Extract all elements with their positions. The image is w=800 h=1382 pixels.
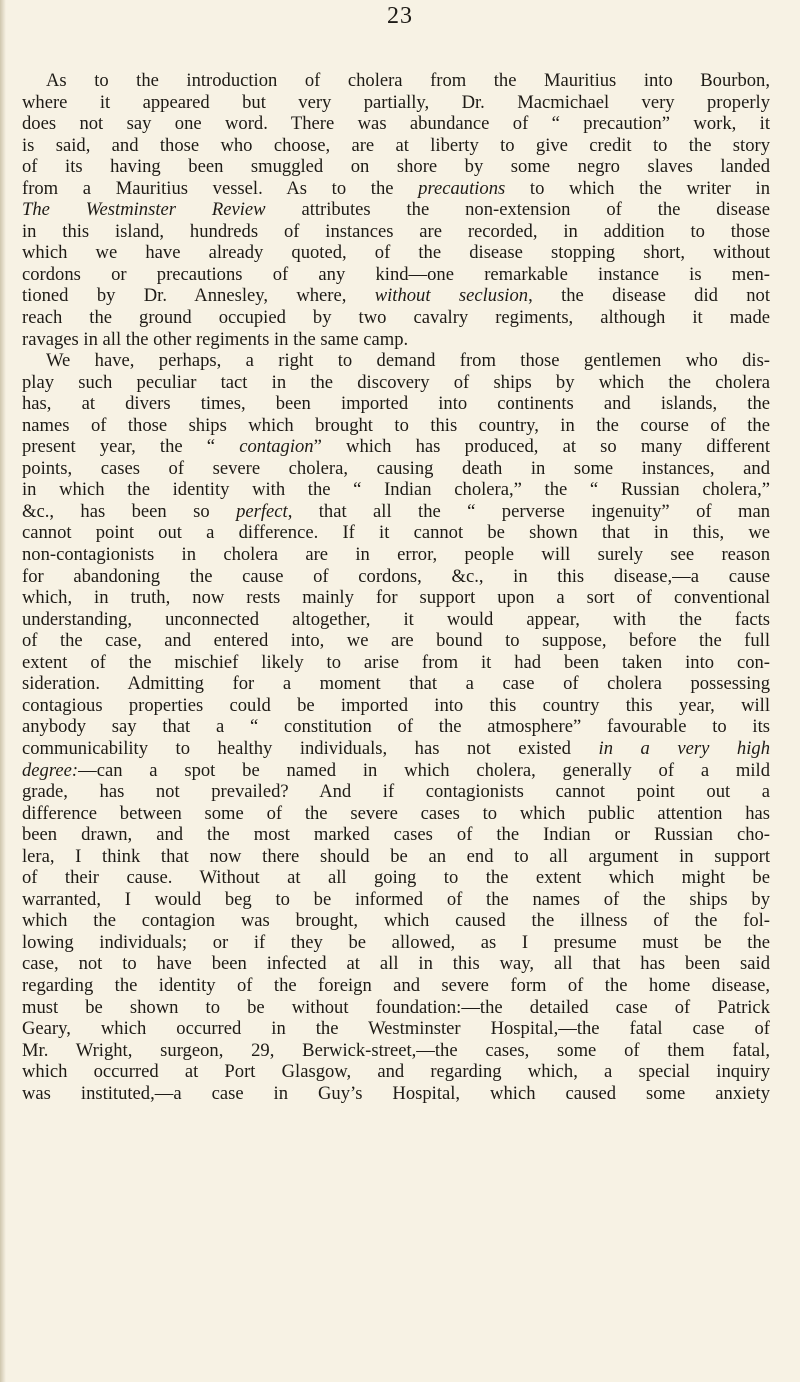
text-line: which we have already quoted, of the disease stopping short, without: [22, 242, 770, 264]
text-line: present year, the “ contagion” which has produced, at so many different: [22, 436, 771, 458]
text-line: reach the ground occupied by two cavalry regiments, although it made: [22, 307, 770, 329]
text-line: The Westminster Review attributes the non-extension of the disease: [22, 199, 770, 221]
text-line: which, in truth, now rests mainly for support upon a sort of conventional: [22, 587, 770, 609]
text-line: degree:—can a spot be named in which cholera, generally of a mild: [22, 759, 770, 781]
text-line: regarding the identity of the foreign and severe form of the home disease,: [22, 974, 770, 996]
text-line: extent of the mischief likely to arise from it had been taken into con-: [22, 651, 770, 673]
text-line: lera, I think that now there should be an end to all argument in support: [22, 845, 770, 867]
text-line: which the contagion was brought, which caused the illness of the fol-: [22, 910, 770, 932]
text-line: cordons or precautions of any kind—one remarkable instance is men-: [22, 263, 770, 285]
text-line: communicability to healthy individuals, has not existed in a very high: [22, 737, 770, 759]
text-line: cannot point out a difference. If it cannot be shown that in this, we: [22, 522, 770, 544]
text-line: contagious properties could be imported into this country this year, will: [22, 694, 770, 716]
text-line: non-contagionists in cholera are in error, people will surely see reason: [22, 544, 770, 566]
text-line: Mr. Wright, surgeon, 29, Berwick-street,—the cases, some of them fatal,: [22, 1039, 770, 1061]
text-line: points, cases of severe cholera, causing death in some instances, and: [22, 457, 770, 479]
text-line: does not say one word. There was abundance of “ precaution” work, it: [22, 113, 770, 135]
text-line: understanding, unconnected altogether, it would appear, with the facts: [22, 608, 770, 630]
text-line: We have, perhaps, a right to demand from those gentlemen who dis-: [46, 350, 770, 372]
text-line: must be shown to be without foundation:—the detailed case of Patrick: [22, 996, 770, 1018]
text-line: tioned by Dr. Annesley, where, without seclusion, the disease did not: [22, 285, 771, 307]
text-line: warranted, I would beg to be informed of the names of the ships by: [22, 888, 770, 910]
text-line: where it appeared but very partially, Dr. Macmichael very properly: [22, 91, 770, 113]
page-edge-shadow: [0, 0, 6, 1382]
text-line: grade, has not prevailed? And if contagionists cannot point out a: [22, 781, 770, 803]
text-line: Geary, which occurred in the Westminster Hospital,—the fatal case of: [22, 1018, 770, 1040]
text-line: ravages in all the other regiments in the same camp.: [22, 328, 409, 350]
text-line: names of those ships which brought to this country, in the course of the: [22, 414, 770, 436]
text-line: is said, and those who choose, are at liberty to give credit to the story: [22, 134, 770, 156]
text-line: lowing individuals; or if they be allowed, as I presume must be the: [22, 931, 770, 953]
text-line: for abandoning the cause of cordons, &c., in this disease,—a cause: [22, 565, 770, 587]
text-line: sideration. Admitting for a moment that a case of cholera possessing: [22, 673, 770, 695]
text-line: &c., has been so perfect, that all the “ perverse ingenuity” of man: [22, 500, 770, 522]
body-text: [22, 70, 770, 1104]
text-line: been drawn, and the most marked cases of the Indian or Russian cho-: [22, 824, 770, 846]
text-line: has, at divers times, been imported into continents and islands, the: [22, 393, 770, 415]
text-line: play such peculiar tact in the discovery of ships by which the cholera: [22, 371, 770, 393]
text-line: was instituted,—a case in Guy’s Hospital, which caused some anxiety: [22, 1082, 770, 1104]
text-line: of its having been smuggled on shore by some negro slaves landed: [22, 156, 770, 178]
page-number: 23: [387, 3, 413, 29]
text-line: in this island, hundreds of instances are recorded, in addition to those: [22, 220, 770, 242]
text-line: in which the identity with the “ Indian cholera,” the “ Russian cholera,”: [22, 479, 770, 501]
text-line: difference between some of the severe cases to which public attention has: [22, 802, 770, 824]
text-line: from a Mauritius vessel. As to the precautions to which the writer in: [22, 177, 770, 199]
text-line: case, not to have been infected at all in this way, all that has been said: [22, 953, 770, 975]
text-line: of the case, and entered into, we are bound to suppose, before the full: [22, 630, 770, 652]
text-line: which occurred at Port Glasgow, and regarding which, a special inquiry: [22, 1061, 770, 1083]
text-line: As to the introduction of cholera from the Mauritius into Bourbon,: [46, 70, 770, 91]
text-line: anybody say that a “ constitution of the atmosphere” favourable to its: [22, 716, 770, 738]
text-line: of their cause. Without at all going to the extent which might be: [22, 867, 770, 889]
